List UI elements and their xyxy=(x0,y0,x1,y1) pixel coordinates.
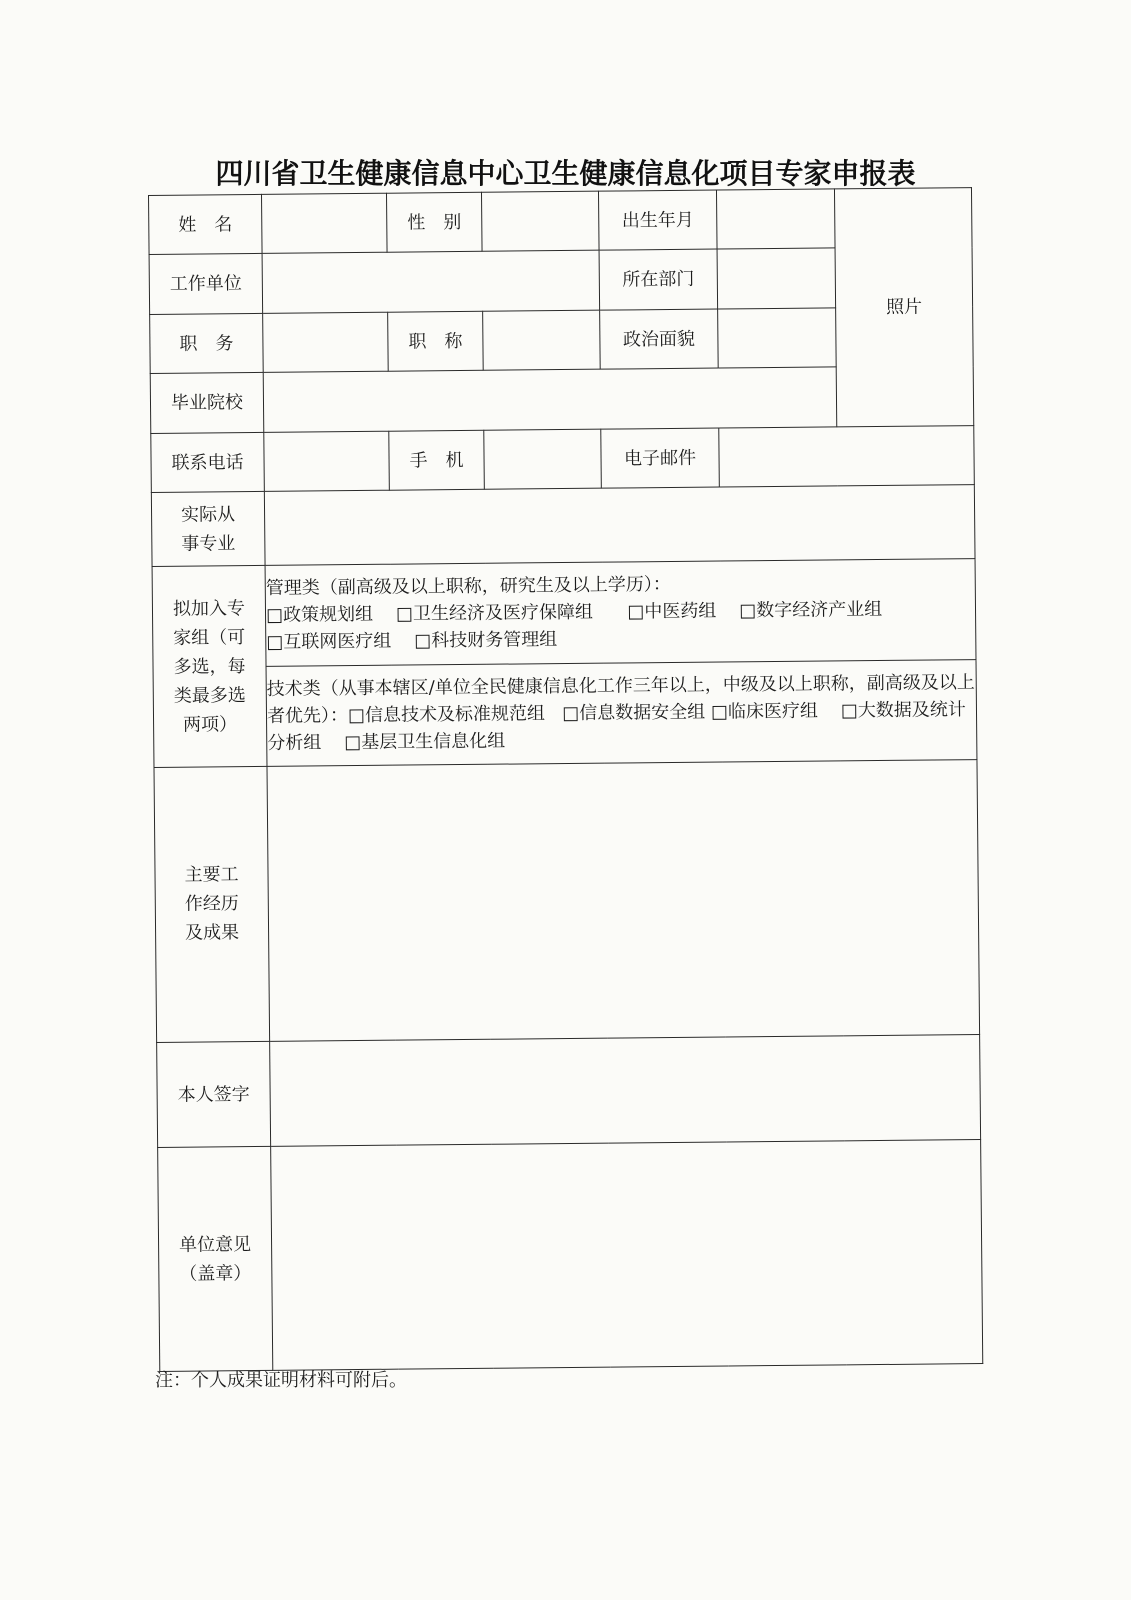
option-digital-economy[interactable]: □数字经济产业组 xyxy=(739,599,883,622)
employer-label: 工作单位 xyxy=(149,254,263,315)
expert-group-label: 拟加入专家组（可多选，每类最多选两项） xyxy=(152,565,267,767)
option-sci-finance[interactable]: □科技财务管理组 xyxy=(414,629,558,652)
school-label: 毕业院校 xyxy=(150,373,264,434)
name-label: 姓 名 xyxy=(149,194,263,255)
photo-area[interactable] xyxy=(834,188,973,427)
option-health-economics[interactable]: □卫生经济及医疗保障组 xyxy=(395,602,594,625)
political-status-field[interactable] xyxy=(718,308,837,369)
phone-label: 联系电话 xyxy=(151,432,265,493)
footnote: 注：个人成果证明材料可附后。 xyxy=(155,1370,407,1391)
position-field[interactable] xyxy=(263,312,389,373)
option-clinical[interactable]: □临床医疗组 xyxy=(710,700,819,723)
technical-group-cell xyxy=(266,659,977,766)
unit-opinion-label: 单位意见（盖章） xyxy=(158,1147,273,1372)
option-big-data[interactable]: □大数据及统计分析组 xyxy=(267,698,966,754)
title-rank-field[interactable] xyxy=(483,310,601,371)
technical-header: 技术类（从事本辖区/单位全民健康信息化工作三年以上，中级及以上职称，副高级及以上者优先）： xyxy=(266,671,975,727)
signature-field[interactable] xyxy=(270,1034,981,1146)
name-field[interactable] xyxy=(261,193,387,254)
department-field[interactable] xyxy=(717,248,836,309)
employer-field[interactable] xyxy=(262,251,600,314)
option-tcm[interactable]: □中医药组 xyxy=(627,600,717,623)
management-header: 管理类（副高级及以上职称，研究生及以上学历）： xyxy=(265,574,671,600)
specialty-label: 实际从事专业 xyxy=(151,492,265,567)
option-it-standards[interactable]: □信息技术及标准规范组 xyxy=(347,702,546,726)
birth-date-field[interactable] xyxy=(716,189,835,250)
email-label: 电子邮件 xyxy=(601,428,720,489)
title-rank-label: 职 称 xyxy=(388,311,484,371)
form-title: 四川省卫生健康信息中心卫生健康信息化项目专家申报表 xyxy=(215,157,916,190)
gender-field[interactable] xyxy=(481,191,599,252)
option-internet-healthcare[interactable]: □互联网医疗组 xyxy=(266,630,392,654)
phone-field[interactable] xyxy=(264,431,390,492)
option-data-security[interactable]: □信息数据安全组 xyxy=(562,701,706,724)
email-field[interactable] xyxy=(719,425,975,487)
option-policy-planning[interactable]: □政策规划组 xyxy=(265,604,374,627)
signature-label: 本人签字 xyxy=(157,1041,271,1148)
political-status-label: 政治面貌 xyxy=(600,309,719,370)
experience-field[interactable] xyxy=(267,760,980,1042)
position-label: 职 务 xyxy=(150,313,264,374)
experience-label: 主要工作经历及成果 xyxy=(154,766,270,1042)
mobile-field[interactable] xyxy=(484,429,602,490)
birth-date-label: 出生年月 xyxy=(598,190,717,251)
school-field[interactable] xyxy=(263,367,837,432)
specialty-field[interactable] xyxy=(264,485,975,566)
unit-opinion-field[interactable] xyxy=(271,1140,983,1370)
option-primary-care-it[interactable]: □基层卫生信息化组 xyxy=(344,730,506,753)
gender-label: 性 别 xyxy=(386,192,482,252)
department-label: 所在部门 xyxy=(599,249,718,310)
management-group-cell xyxy=(265,559,976,666)
mobile-label: 手 机 xyxy=(389,430,485,490)
photo-label: 照片 xyxy=(886,296,923,318)
application-form-table xyxy=(148,187,983,1372)
